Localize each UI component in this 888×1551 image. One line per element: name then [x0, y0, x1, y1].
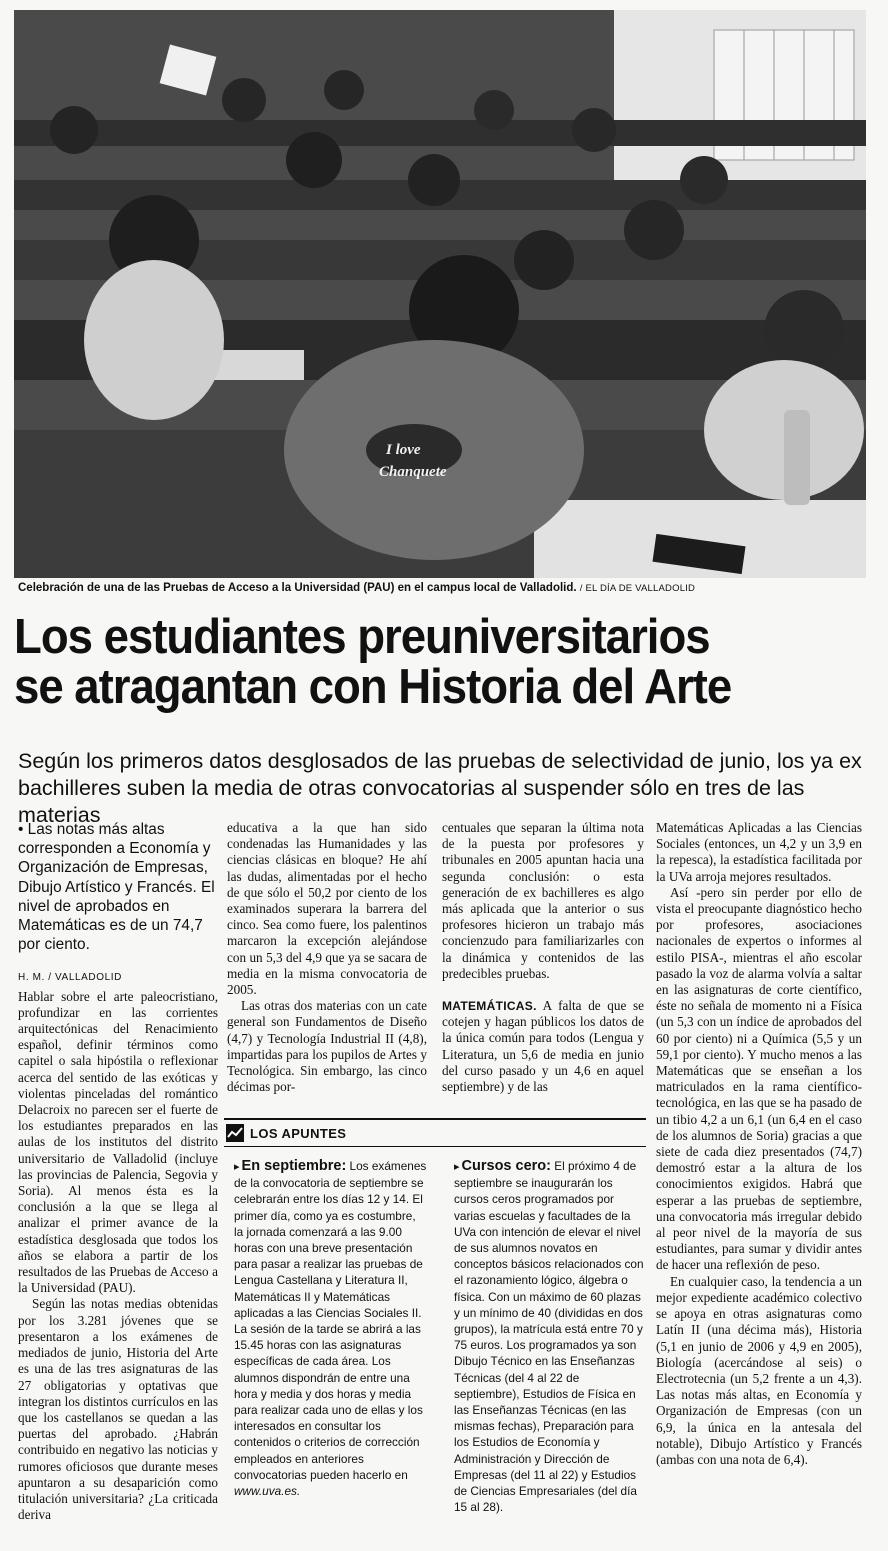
bullet-marker-icon: ▸: [454, 1161, 460, 1173]
paragraph: centuales que separan la última nota de la puesta por profesores y tribunales en 2005 apuntan hacia una segunda conclusión: o esta generación de ex bachilleres es algo más aplicada que la anterior o sus profesores hicieron un trabajo más concienzudo para familiarizarles con la dinámica y contenidos de las predecibles pruebas.: [442, 820, 644, 981]
paragraph: educativa a la que han sido condenadas las Humanidades y las ciencias clásicas en bloque? He ahí las dudas, alimentadas por el hecho de que sólo el 50,2 por ciento de los examinados superara la barrera del cinco. Sea como fuere, los palentinos marcaron la excepción alejándose con un 5,3 del 4,9 que ya se sacara de media en la misma convocatoria de 2005.: [227, 820, 427, 998]
lede-summary: • Las notas más altas corresponden a Economía y Organización de Empresas, Dibujo Artístico y Francés. El nivel de aprobados en Matemáticas es de un 74,7 por ciento.: [18, 821, 215, 954]
article-column-3: [442, 820, 644, 1095]
note-text: [234, 1158, 428, 1499]
paragraph-text: A falta de que se cotejen y hagan públicos los datos de la única común para todos (Lengua y Literatura, un 5,6 de media en junio del curso pasado y un 4,6 en aquel septiembre) y de las: [442, 998, 644, 1095]
photo-credit: / EL DÍA DE VALLADOLID: [579, 583, 696, 594]
trend-arrow-icon: [226, 1124, 244, 1142]
note-title: En septiembre:: [241, 1158, 347, 1174]
shirt-text-1: I love: [386, 442, 421, 458]
paragraph: En cualquier caso, la tendencia a un mejor expediente académico colectivo se apoya en otras asignaturas como Latín II (una décima más), Historia (5,1 en junio de 2006 y 4,9 en 2005), Biología (acercándose al seis) o Electrotecnia (un 5,2 frente a un 4,3). Las notas más altas, en Economía y Organización de Empresas (con un 6,9, la única en la antesala del notable), Dibujo Artístico y Francés (ambas con una nota de 6,4).: [656, 1273, 862, 1467]
headline-line-2: se atragantan con Historia del Arte: [14, 660, 732, 714]
article-column-1: [18, 820, 218, 1523]
headline: [14, 612, 819, 712]
paragraph: Las otras dos materias con un cate general son Fundamentos de Diseño (4,7) y Tecnología Industrial II (4,8), impartidas para los pupilos de Artes y Tecnológica. Sin embargo, las cinco décimas por-: [227, 998, 427, 1095]
note-body: El próximo 4 de septiembre se inaugurarán los cursos ceros programados por varias escuelas y facultades de la UVa con intención de elevar el nivel de sus alumnos novatos en conceptos básicos relacionados con el razonamiento lógico, álgebra o física. Con un máximo de 60 plazas y un mínimo de 40 (divididas en dos grupos), la matrícula está entre 70 y 75 euros. Los programados ya son Dibujo Técnico en las Enseñanzas Técnicas (del 4 al 22 de septiembre), Estudios de Física en las Enseñanzas Técnicas (en las mismas fechas), Preparación para los Estudios de Economía y Administración y Dirección de Empresas (del 11 al 22) y Estudios de Ciencias Empresariales (del día 15 al 28).: [454, 1159, 644, 1515]
paragraph: Matemáticas Aplicadas a las Ciencias Sociales (entonces, un 4,2 y un 3,9 en la repesca), la estadística facilitada por la UVa arroja mejores resultados.: [656, 820, 862, 884]
note-title: Cursos cero:: [461, 1158, 551, 1174]
note-text: [454, 1158, 648, 1515]
subhead-line-1: Según los primeros datos desglosados de las pruebas de selectividad de junio, los ya ex: [18, 749, 862, 773]
paragraph: Hablar sobre el arte paleocristiano, profundizar en las corrientes arquitectónicas del Renacimiento español, definir términos como capitel o sala hipóstila o reflexionar acerca del sentido de las exóticas y violentas pinceladas del romántico Delacroix no parecen ser el fuerte de los estudiantes preparados en las aulas de los institutos del distrito universitario de Valladolid (incluye las provincias de Palencia, Segovia y Soria). Al menos ésta es la conclusión a la que se llega al analizar el primer avance de la estadística desglosada que todos los años se elabora a partir de los resultados de las Pruebas de Acceso a la Universidad (PAU).: [18, 988, 218, 1296]
sidebar-header: [224, 1118, 646, 1147]
caption-text: Celebración de una de las Pruebas de Acceso a la Universidad (PAU) en el campus local de Valladolid.: [18, 582, 577, 594]
paragraph: Así -pero sin perder por ello de vista el preocupante diagnóstico hecho por profesores, asociaciones nacionales de expertos o informes al estilo PISA-, mientras el año escolar pasado la voz de alarma volvía a saltar en las asignaturas de corte científico, éste no señala de momento ni a Física (un 5,3 con un índice de aprobados del 60 por ciento) ni a Química (5,5 y un 59,1 por ciento). Y mucho menos a las Matemáticas que se enseñan a los matriculados en la rama científico-tecnológica, en las que se ha pasado de un tibio 4,2 a un 6,1 (un 6,4 en el caso de los alumnos de Soria) gracias a que siete de cada diez presentados (74,7) demostró estar a la altura de los conocimientos exigidos. Habrá que esperar a las pruebas de septiembre, una convocatoria más irregular debido al peor nivel de la mayoría de sus estudiantes, para sumar y dividir antes de hacer una reflexión de peso.: [656, 884, 862, 1273]
note-cursos-cero: [454, 1158, 648, 1515]
exam-hall-illustration: [14, 10, 866, 578]
news-photo: [14, 10, 866, 578]
shirt-text-2: Chanquete: [379, 464, 447, 480]
note-body: Los exámenes de la convocatoria de septiembre se celebrarán entre los días 12 y 14. El primer día, como ya es costumbre, la jornada comenzará a las 9.00 horas con una breve presentación para pasar a realizar las pruebas de Lengua Castellana y Literatura II, Matemáticas II y Matemáticas aplicadas a las Ciencias Sociales II. La sesión de la tarde se abrirá a las 15.45 horas con las asignaturas específicas de cada área. Los alumnos dispondrán de entre una hora y media y dos horas y media para realizar cada uno de ellas y los interesados en consultar los contenidos o criterios de corrección empleados en anteriores convocatorias pueden hacerlo en: [234, 1159, 427, 1482]
note-september: [234, 1158, 428, 1499]
headline-line-1: Los estudiantes preuniversitarios: [14, 610, 710, 664]
subhead-line-2: bachilleres suben la media de otras convocatorias al suspender sólo en tres de las materias: [18, 776, 805, 827]
article-column-2: [227, 820, 427, 1095]
section-lead-term: MATEMÁTICAS.: [442, 999, 537, 1014]
paragraph: Según las notas medias obtenidas por los 3.281 jóvenes que se presentaron a los exámenes de mediados de junio, Historia del Arte es una de las tres asignaturas de las 27 obligatorias y optativas que integran los distintos currículos en las que los castellanos se quedan a las puertas del aprobado. ¿Habrán contribuido en negativo las noticias y rumores oficiosos que durante meses apuntaron a su desaparición como titulación universitaria? ¿La criticada deriva: [18, 1296, 218, 1523]
sidebar-title: LOS APUNTES: [250, 1126, 347, 1141]
website-link[interactable]: www.uva.es.: [234, 1484, 301, 1499]
subheadline: [18, 748, 878, 829]
paragraph: [442, 998, 644, 1095]
photo-caption: [18, 582, 868, 594]
bullet-marker-icon: ▸: [234, 1161, 240, 1173]
article-column-4: [656, 820, 862, 1468]
sidebar-box: [224, 1118, 646, 1538]
byline: H. M. / VALLADOLID: [18, 972, 122, 984]
